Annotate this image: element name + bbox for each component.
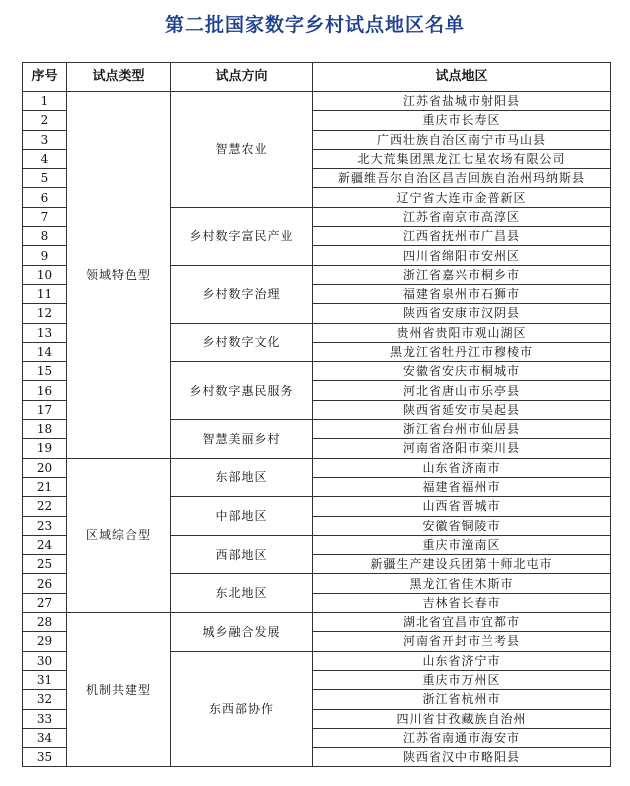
document-title: 第二批国家数字乡村试点地区名单 — [164, 14, 465, 36]
pilot-type-cell: 机制共建型 — [67, 613, 171, 767]
pilot-direction-cell: 乡村数字富民产业 — [171, 207, 313, 265]
pilot-region-cell: 浙江省嘉兴市桐乡市 — [313, 265, 611, 284]
pilot-region-cell: 重庆市万州区 — [313, 670, 611, 689]
serial-number-cell: 3 — [23, 130, 67, 149]
serial-number-cell: 27 — [23, 593, 67, 612]
pilot-region-cell: 山东省济南市 — [313, 458, 611, 477]
pilot-region-cell: 湖北省宜昌市宜都市 — [313, 613, 611, 632]
pilot-type-cell: 领域特色型 — [67, 92, 171, 459]
serial-number-cell: 21 — [23, 477, 67, 496]
pilot-direction-cell: 乡村数字治理 — [171, 265, 313, 323]
pilot-direction-cell: 乡村数字文化 — [171, 323, 313, 362]
serial-number-cell: 1 — [23, 92, 67, 111]
pilot-region-cell: 新疆生产建设兵团第十师北屯市 — [313, 555, 611, 574]
serial-number-cell: 26 — [23, 574, 67, 593]
pilot-region-cell: 福建省泉州市石狮市 — [313, 284, 611, 303]
pilot-region-cell: 四川省甘孜藏族自治州 — [313, 709, 611, 728]
serial-number-cell: 20 — [23, 458, 67, 477]
pilot-direction-cell: 东西部协作 — [171, 651, 313, 767]
serial-number-cell: 30 — [23, 651, 67, 670]
serial-number-cell: 6 — [23, 188, 67, 207]
pilot-region-cell: 辽宁省大连市金普新区 — [313, 188, 611, 207]
pilot-region-cell: 河南省开封市兰考县 — [313, 632, 611, 651]
pilot-region-cell: 黑龙江省佳木斯市 — [313, 574, 611, 593]
header-region: 试点地区 — [313, 63, 611, 92]
pilot-direction-cell: 智慧美丽乡村 — [171, 420, 313, 459]
serial-number-cell: 2 — [23, 111, 67, 130]
pilot-region-cell: 重庆市潼南区 — [313, 535, 611, 554]
pilot-region-cell: 安徽省铜陵市 — [313, 516, 611, 535]
pilot-direction-cell: 智慧农业 — [171, 92, 313, 208]
serial-number-cell: 8 — [23, 227, 67, 246]
pilot-region-cell: 重庆市长寿区 — [313, 111, 611, 130]
serial-number-cell: 35 — [23, 748, 67, 767]
serial-number-cell: 25 — [23, 555, 67, 574]
pilot-direction-cell: 中部地区 — [171, 497, 313, 536]
serial-number-cell: 24 — [23, 535, 67, 554]
pilot-direction-cell: 城乡融合发展 — [171, 613, 313, 652]
pilot-region-cell: 江苏省南京市高淳区 — [313, 207, 611, 226]
pilot-roster-table — [22, 62, 611, 767]
pilot-region-cell: 浙江省台州市仙居县 — [313, 420, 611, 439]
pilot-direction-cell: 东北地区 — [171, 574, 313, 613]
serial-number-cell: 17 — [23, 400, 67, 419]
table-row — [23, 613, 611, 632]
header-direction: 试点方向 — [171, 63, 313, 92]
pilot-region-cell: 陕西省安康市汉阴县 — [313, 304, 611, 323]
serial-number-cell: 18 — [23, 420, 67, 439]
pilot-region-cell: 浙江省杭州市 — [313, 690, 611, 709]
pilot-region-cell: 黑龙江省牡丹江市穆棱市 — [313, 342, 611, 361]
serial-number-cell: 28 — [23, 613, 67, 632]
serial-number-cell: 29 — [23, 632, 67, 651]
pilot-region-cell: 贵州省贵阳市观山湖区 — [313, 323, 611, 342]
pilot-direction-cell: 东部地区 — [171, 458, 313, 497]
serial-number-cell: 31 — [23, 670, 67, 689]
serial-number-cell: 9 — [23, 246, 67, 265]
serial-number-cell: 12 — [23, 304, 67, 323]
serial-number-cell: 23 — [23, 516, 67, 535]
pilot-region-cell: 北大荒集团黑龙江七星农场有限公司 — [313, 149, 611, 168]
serial-number-cell: 5 — [23, 169, 67, 188]
serial-number-cell: 14 — [23, 342, 67, 361]
serial-number-cell: 33 — [23, 709, 67, 728]
serial-number-cell: 22 — [23, 497, 67, 516]
pilot-region-cell: 广西壮族自治区南宁市马山县 — [313, 130, 611, 149]
pilot-region-cell: 安徽省安庆市桐城市 — [313, 362, 611, 381]
serial-number-cell: 15 — [23, 362, 67, 381]
pilot-region-cell: 陕西省延安市吴起县 — [313, 400, 611, 419]
pilot-region-cell: 山西省晋城市 — [313, 497, 611, 516]
serial-number-cell: 32 — [23, 690, 67, 709]
header-row — [23, 63, 611, 92]
serial-number-cell: 16 — [23, 381, 67, 400]
serial-number-cell: 4 — [23, 149, 67, 168]
roster-body — [23, 92, 611, 767]
pilot-region-cell: 山东省济宁市 — [313, 651, 611, 670]
pilot-region-cell: 福建省福州市 — [313, 477, 611, 496]
pilot-region-cell: 江苏省盐城市射阳县 — [313, 92, 611, 111]
pilot-region-cell: 江苏省南通市海安市 — [313, 728, 611, 747]
table-row — [23, 92, 611, 111]
pilot-region-cell: 吉林省长春市 — [313, 593, 611, 612]
pilot-region-cell: 陕西省汉中市略阳县 — [313, 748, 611, 767]
pilot-type-cell: 区域综合型 — [67, 458, 171, 612]
pilot-region-cell: 河南省洛阳市栾川县 — [313, 439, 611, 458]
serial-number-cell: 7 — [23, 207, 67, 226]
header-type: 试点类型 — [67, 63, 171, 92]
pilot-region-cell: 新疆维吾尔自治区昌吉回族自治州玛纳斯县 — [313, 169, 611, 188]
pilot-direction-cell: 乡村数字惠民服务 — [171, 362, 313, 420]
serial-number-cell: 13 — [23, 323, 67, 342]
header-serial: 序号 — [23, 63, 67, 92]
pilot-direction-cell: 西部地区 — [171, 535, 313, 574]
pilot-region-cell: 江西省抚州市广昌县 — [313, 227, 611, 246]
pilot-region-cell: 四川省绵阳市安州区 — [313, 246, 611, 265]
serial-number-cell: 11 — [23, 284, 67, 303]
serial-number-cell: 19 — [23, 439, 67, 458]
serial-number-cell: 34 — [23, 728, 67, 747]
pilot-region-cell: 河北省唐山市乐亭县 — [313, 381, 611, 400]
serial-number-cell: 10 — [23, 265, 67, 284]
table-row — [23, 458, 611, 477]
